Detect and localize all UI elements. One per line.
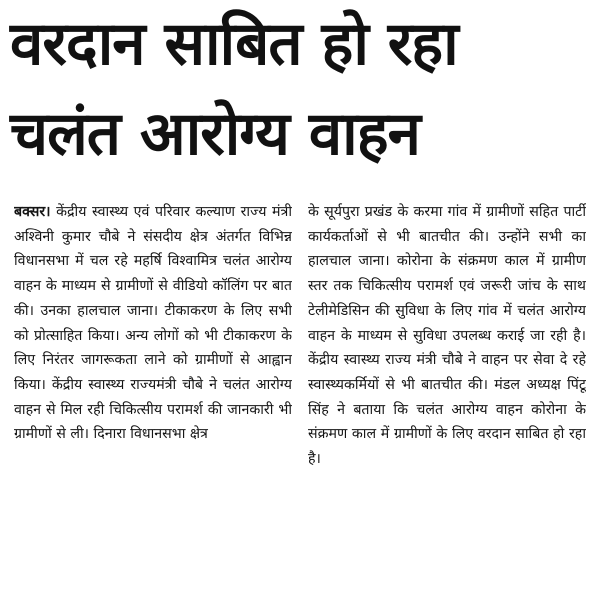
article-body [14,200,586,596]
dateline: बक्सर। [14,204,51,220]
article-column-2 [308,200,586,596]
article-column-1 [14,200,292,596]
column-2-text: के सूर्यपुरा प्रखंड के करमा गांव में ग्रामीणों सहित पार्टी कार्यकर्ताओं से भी बातचीत की। उन्होंने सभी का हालचाल जाना। कोरोना के संक्रमण काल में ग्रामीण स्तर तक चिकित्सीय परामर्श एवं जरूरी जांच के साथ टेलीमेडिसिन की सुविधा के लिए गांव में चलंत आरोग्य वाहन के माध्यम से सुविधा उपलब्ध कराई जा रही है। केंद्रीय स्वास्थ्य राज्य मंत्री चौबे ने वाहन पर सेवा दे रहे स्वास्थ्यकर्मियों से भी बातचीत की। मंडल अध्यक्ष पिंटू सिंह ने बताया कि चलंत आरोग्य वाहन कोरोना के संक्रमण काल में ग्रामीणों के लिए वरदान साबित हो रहा है। [308,204,586,468]
headline-line-1: वरदान साबित हो रहा [10,9,458,79]
headline-line-2: चलंत आरोग्य वाहन [10,99,420,169]
column-1-text: केंद्रीय स्वास्थ्य एवं परिवार कल्याण राज्य मंत्री अश्विनी कुमार चौबे ने संसदीय क्षेत्र अंतर्गत विभिन्न विधानसभा में चल रहे महर्षि विश्वामित्र चलंत आरोग्य वाहन के माध्यम से ग्रामीणों से वीडियो कॉलिंग पर बात की। उनका हालचाल जाना। टीकाकरण के लिए सभी को प्रोत्साहित किया। अन्य लोगों को भी टीकाकरण के लिए निरंतर जागरूकता लाने को ग्रामीणों से आह्वान किया। केंद्रीय स्वास्थ्य राज्यमंत्री चौबे ने चलंत आरोग्य वाहन से मिल रही चिकित्सीय परामर्श की जानकारी भी ग्रामीणों से ली। दिनारा विधानसभा क्षेत्र [14,204,292,443]
